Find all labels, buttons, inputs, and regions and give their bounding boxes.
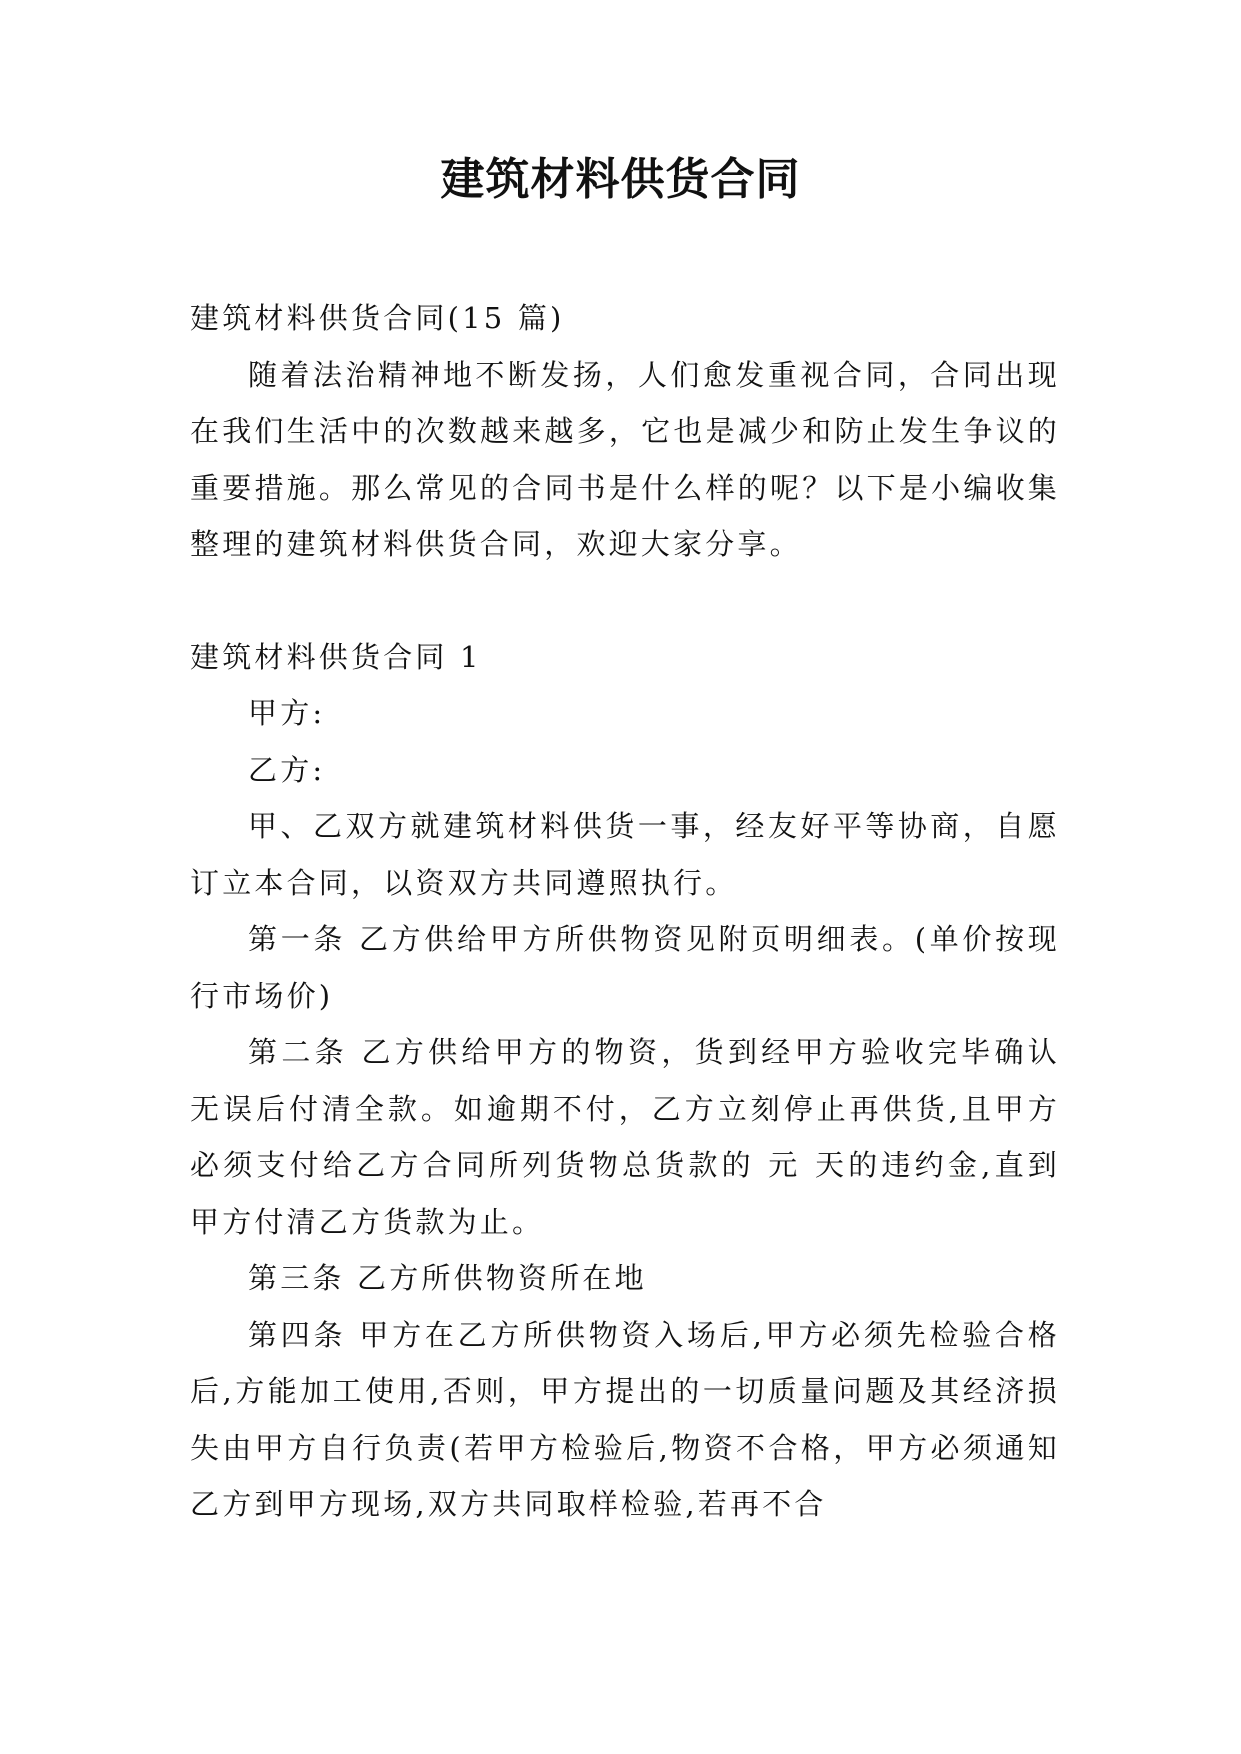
preamble-paragraph: 甲、乙双方就建筑材料供货一事，经友好平等协商，自愿订立本合同，以资双方共同遵照执行。 (190, 809, 1060, 900)
document-subtitle: 建筑材料供货合同(15 篇) (190, 301, 565, 335)
document-body (190, 290, 1060, 1533)
article-4: 第四条 甲方在乙方所供物资入场后,甲方必须先检验合格后,方能加工使用,否则，甲方提出的一切质量问题及其经济损失由甲方自行负责(若甲方检验后,物资不合格，甲方必须通知乙方到甲方现场,双方共同取样检验,若再不合 (190, 1317, 1060, 1521)
intro-paragraph: 随着法治精神地不断发扬，人们愈发重视合同，合同出现在我们生活中的次数越来越多，它也是减少和防止发生争议的重要措施。那么常见的合同书是什么样的呢？以下是小编收集整理的建筑材料供货合同，欢迎大家分享。 (190, 357, 1060, 561)
article-1: 第一条 乙方供给甲方所供物资见附页明细表。(单价按现行市场价) (190, 922, 1060, 1013)
document-title: 建筑材料供货合同 (440, 154, 801, 205)
article-3: 第三条 乙方所供物资所在地 (248, 1261, 647, 1295)
party-a-line: 甲方: (248, 696, 326, 730)
article-2: 第二条 乙方供给甲方的物资，货到经甲方验收完毕确认无误后付清全款。如逾期不付，乙方立刻停止再供货,且甲方必须支付给乙方合同所列货物总货款的 元 天的违约金,直到甲方付清乙方货款为止。 (190, 1035, 1060, 1239)
party-b-line: 乙方: (248, 752, 326, 787)
section-heading: 建筑材料供货合同 1 (190, 639, 482, 674)
